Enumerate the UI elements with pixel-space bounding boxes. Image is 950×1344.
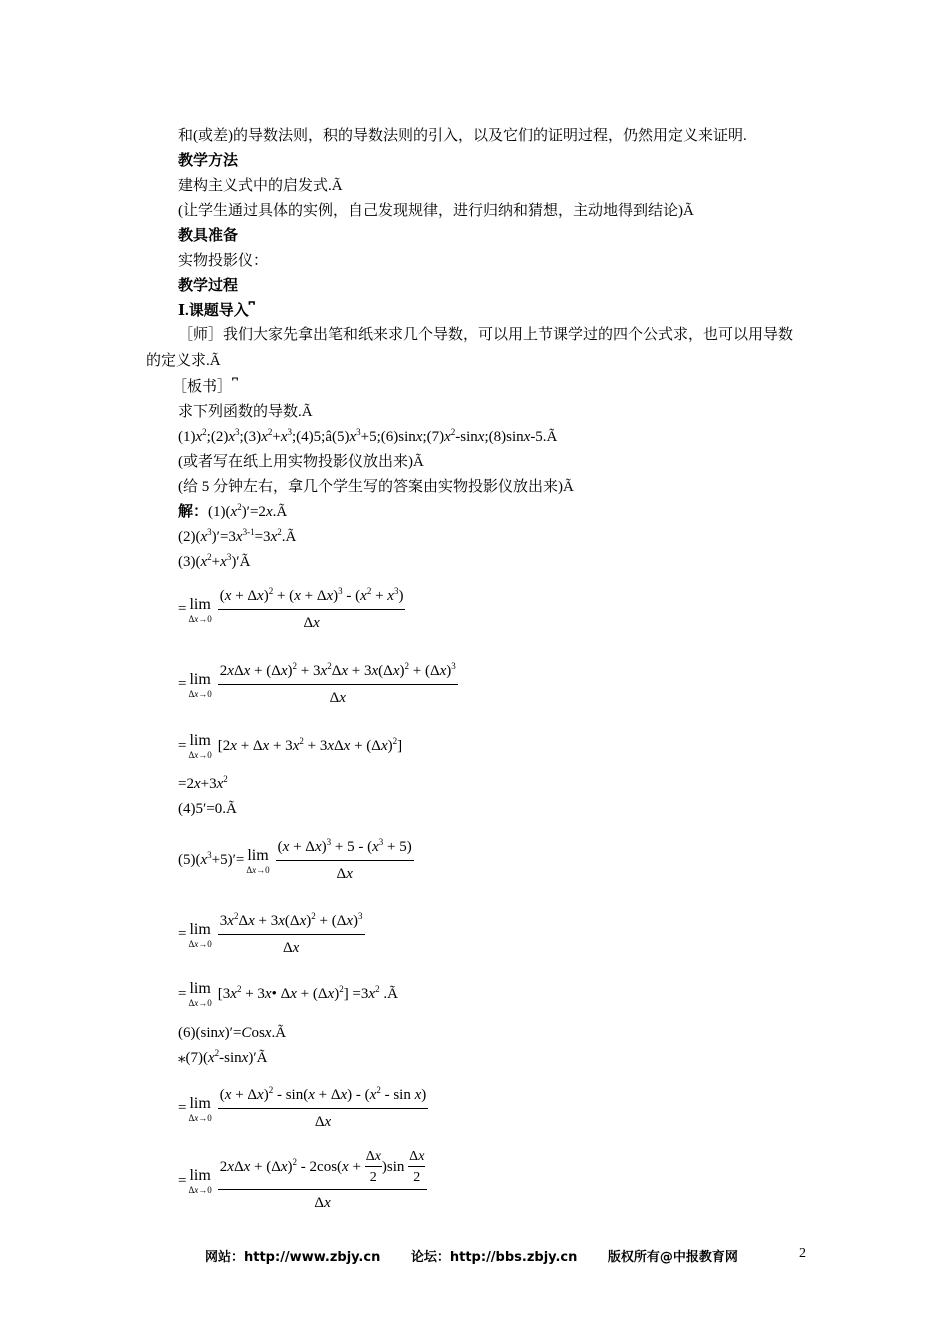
board-heading-text: ［板书］ xyxy=(172,379,233,395)
footer-site: 网站：http://www.zbjy.cn xyxy=(205,1250,381,1265)
heading-teaching-process: 教学过程 xyxy=(178,278,239,294)
heading-teaching-method: 教学方法 xyxy=(178,153,239,169)
answer-3-start: $(3)(x^2+x^3)'Ã$ xyxy=(178,552,251,570)
equation-line: = lim Δx→0 $\frac{(x + \Delta x)^2 + (x + \Delta x)^3 - (x^2 + x^3)}{\Delta x}$ xyxy=(178,586,404,631)
section-heading xyxy=(178,300,255,322)
answer-2: $(2)(x^3)'=3x^{3-1}=3x^2.Ã$ xyxy=(178,527,297,545)
section-mark-icon: ⎴ xyxy=(232,379,239,395)
board-heading xyxy=(172,376,238,398)
text-line: 和(或差)的导数法则，积的导数法则的引入，以及它们的证明过程，仍然用定义来证明. xyxy=(178,128,747,144)
footer-copyright: 版权所有@中报教育网 xyxy=(607,1250,738,1265)
teacher-paragraph: ［师］我们大家先拿出笔和纸来求几个导数，可以用上节课学过的四个公式求，也可以用导数的定义求.Ã xyxy=(146,327,794,369)
section-mark-icon: ⎴ xyxy=(248,303,255,319)
equation-line: $(5)(x^3+5)'=$ lim Δx→0 $\frac{(x + \Delta x)^3 + 5 - (x^3 + 5)}{\Delta x}$ xyxy=(178,837,412,882)
page-footer xyxy=(205,1246,764,1265)
answer-1: 解：$(1)(x^2)'=2x.Ã$ xyxy=(178,502,288,520)
result-line: $=2x+3x^2$ xyxy=(178,774,228,792)
heading-teaching-tools: 教具准备 xyxy=(178,228,239,244)
text-line: (或者写在纸上用实物投影仪放出来)Ã xyxy=(178,454,424,470)
equation-line: = lim Δx→0 $2x\Delta x + (\Delta x)^2 - 2\cos(x$ + $\frac{\Delta x}{2}$ )sin $\frac{\Delta x}{2}$ Δx xyxy=(178,1148,427,1214)
answer-6: (6)(sinx)′=Cosx.Ã xyxy=(178,1025,287,1041)
text-line: 求下列函数的导数.Ã xyxy=(178,404,313,420)
text-line: (给 5 分钟左右，拿几个学生写的答案由实物投影仪放出来)Ã xyxy=(178,479,574,495)
text-line: 建构主义式中的启发式.Ã xyxy=(178,178,343,194)
section-heading-text: Ⅰ.课题导入 xyxy=(178,303,249,319)
text-line: (让学生通过具体的实例，自己发现规律，进行归纳和猜想，主动地得到结论)Ã xyxy=(178,203,694,219)
equation-line: = lim Δx→0 $\frac{2x\Delta x + (\Delta x)^2 + 3x^2\Delta x + 3x(\Delta x)^2 + (\Delta x)^3}{\Delta x}$ xyxy=(178,661,456,706)
page-number: 2 xyxy=(799,1246,806,1261)
text-line: 实物投影仪： xyxy=(178,253,269,269)
answer-7-start: $⁎(7)(x^2-\sin x)'Ã$ xyxy=(178,1048,268,1066)
answer-label: 解： xyxy=(178,504,209,520)
equation-line: = lim Δx→0 $[2x + \Delta x + 3x^2 + 3x\Delta x + (\Delta x)^2]$ xyxy=(178,732,403,760)
problem-list: $(1)x^2;(2)x^3;(3)x^2+x^3;(4)5;â(5)x^3+5;(6)\sin x;(7)x^2-\sin x;(8)\sin x-5.Ã$ xyxy=(178,427,558,445)
equation-line: = lim Δx→0 [$3x^2$ + 3x• $\Delta x + (\Delta x)^2] =3x^2$ .Ã xyxy=(178,980,398,1008)
footer-forum: 论坛：http://bbs.zbjy.cn xyxy=(410,1250,578,1265)
answer-4: (4)5′=0.Ã xyxy=(178,801,237,817)
equation-line: = lim Δx→0 $\frac{3x^2\Delta x + 3x(\Delta x)^2 + (\Delta x)^3}{\Delta x}$ xyxy=(178,911,363,956)
equation-line: = lim Δx→0 $\frac{(x + \Delta x)^2 - \sin(x + \Delta x) - (x^2 - \sin x)}{\Delta x}$ xyxy=(178,1085,427,1130)
